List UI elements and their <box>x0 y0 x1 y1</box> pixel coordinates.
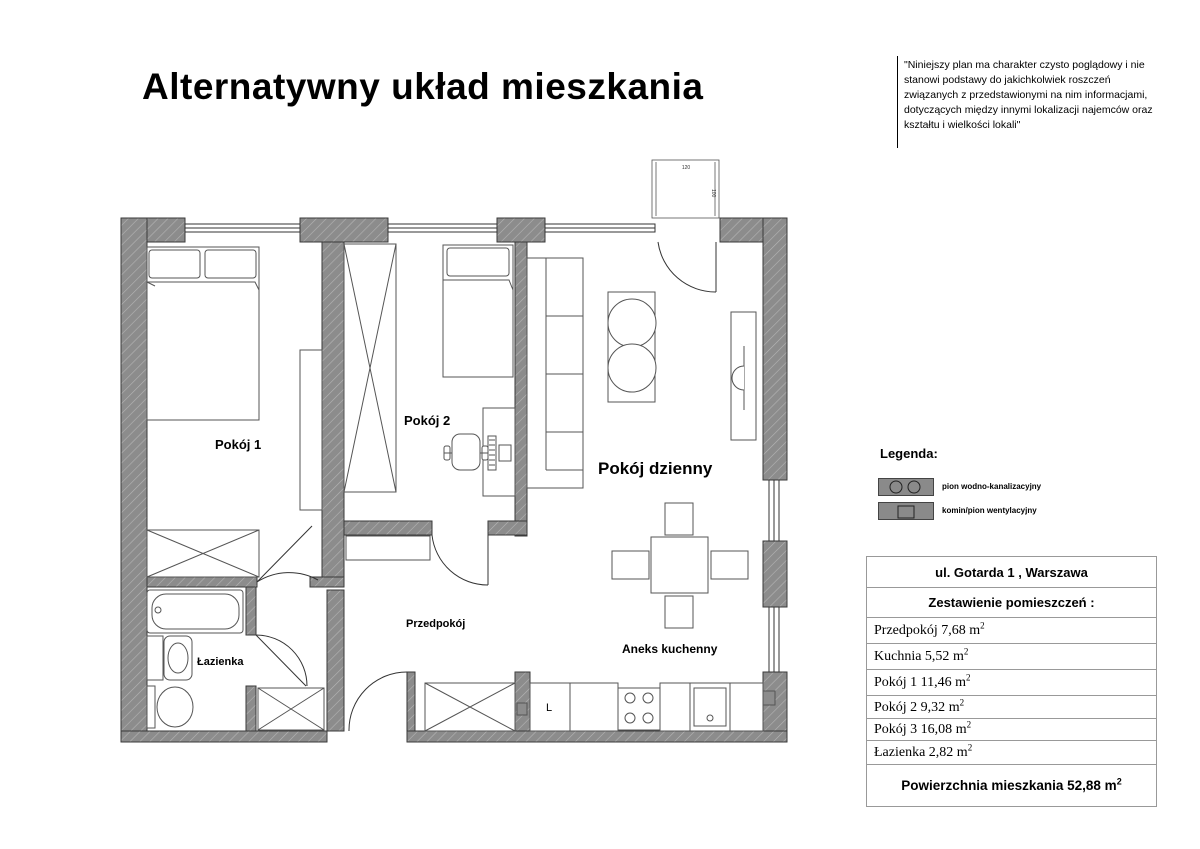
pillow-right <box>205 250 256 278</box>
summary-total: Powierzchnia mieszkania 52,88 $m^2$ <box>901 776 1122 793</box>
cooktop <box>618 688 660 730</box>
living-furniture <box>527 258 756 628</box>
legend-label: pion wodno-kanalizacyjny <box>942 482 1042 491</box>
summary-address: ul. Gotarda 1 , Warszawa <box>867 557 1156 588</box>
summary-row: Łazienka 2,82 $m^2$ <box>867 741 1156 765</box>
legend-label: komin/pion wentylacyjny <box>942 506 1037 515</box>
water-pipe-icon <box>878 478 934 496</box>
office-chair <box>452 434 480 470</box>
pillow-left <box>149 250 200 278</box>
disclaimer-text: "Niniejszy plan ma charakter czysto poglądowy i nie stanowi podstawy do jakichkolwiek roszczeń związanych z przedstawionymi na nim informacjami, dotyczących między innymi lokalizacji najemców oraz kształtu i wielkości lokali" <box>904 59 1153 131</box>
balcony <box>652 160 719 218</box>
summary-row: Przedpokój 7,68 $m^2$ <box>867 618 1156 644</box>
sink-cabinet <box>147 636 163 680</box>
fridge-label: L <box>546 702 553 714</box>
label-living: Pokój dzienny <box>598 459 713 478</box>
legend-title: Legenda: <box>880 446 938 461</box>
legend-item-chimney <box>878 502 1098 522</box>
wardrobe <box>300 350 322 510</box>
chair-top <box>665 503 693 535</box>
summary-row: Pokój 3 16,08 $m^2$ <box>867 719 1156 741</box>
balcony-depth-label: 100 <box>710 189 716 198</box>
label-room2: Pokój 2 <box>404 413 451 428</box>
toilet <box>157 687 193 727</box>
summary-row: Pokój 1 11,46 $m^2$ <box>867 670 1156 696</box>
room-summary-table <box>866 556 1157 807</box>
chair-right <box>711 551 748 579</box>
dining-table <box>651 537 708 593</box>
summary-row: Pokój 2 9,32 $m^2$ <box>867 696 1156 719</box>
legend-item-water <box>878 478 1098 498</box>
vent-marker <box>763 691 775 705</box>
toilet-tank <box>147 686 155 728</box>
room1-furniture <box>147 247 322 577</box>
chimney-marker <box>517 703 527 715</box>
label-room1: Pokój 1 <box>215 437 262 452</box>
chair-bottom <box>665 596 693 628</box>
label-hall: Przedpokój <box>406 618 466 630</box>
hall-closet <box>346 536 430 560</box>
balcony-width-label: 120 <box>681 165 691 171</box>
chimney-icon <box>878 502 934 520</box>
chair-left <box>612 551 649 579</box>
label-kitchen: Aneks kuchenny <box>622 642 718 656</box>
summary-heading: Zestawienie pomieszczeń : <box>867 588 1156 618</box>
pillow <box>447 248 509 276</box>
label-bath: Łazienka <box>197 656 244 668</box>
summary-row: Kuchnia 5,52 $m^2$ <box>867 644 1156 670</box>
sofa <box>527 258 583 488</box>
page-title: Alternatywny układ mieszkania <box>142 66 704 107</box>
room2-furniture <box>344 244 515 496</box>
